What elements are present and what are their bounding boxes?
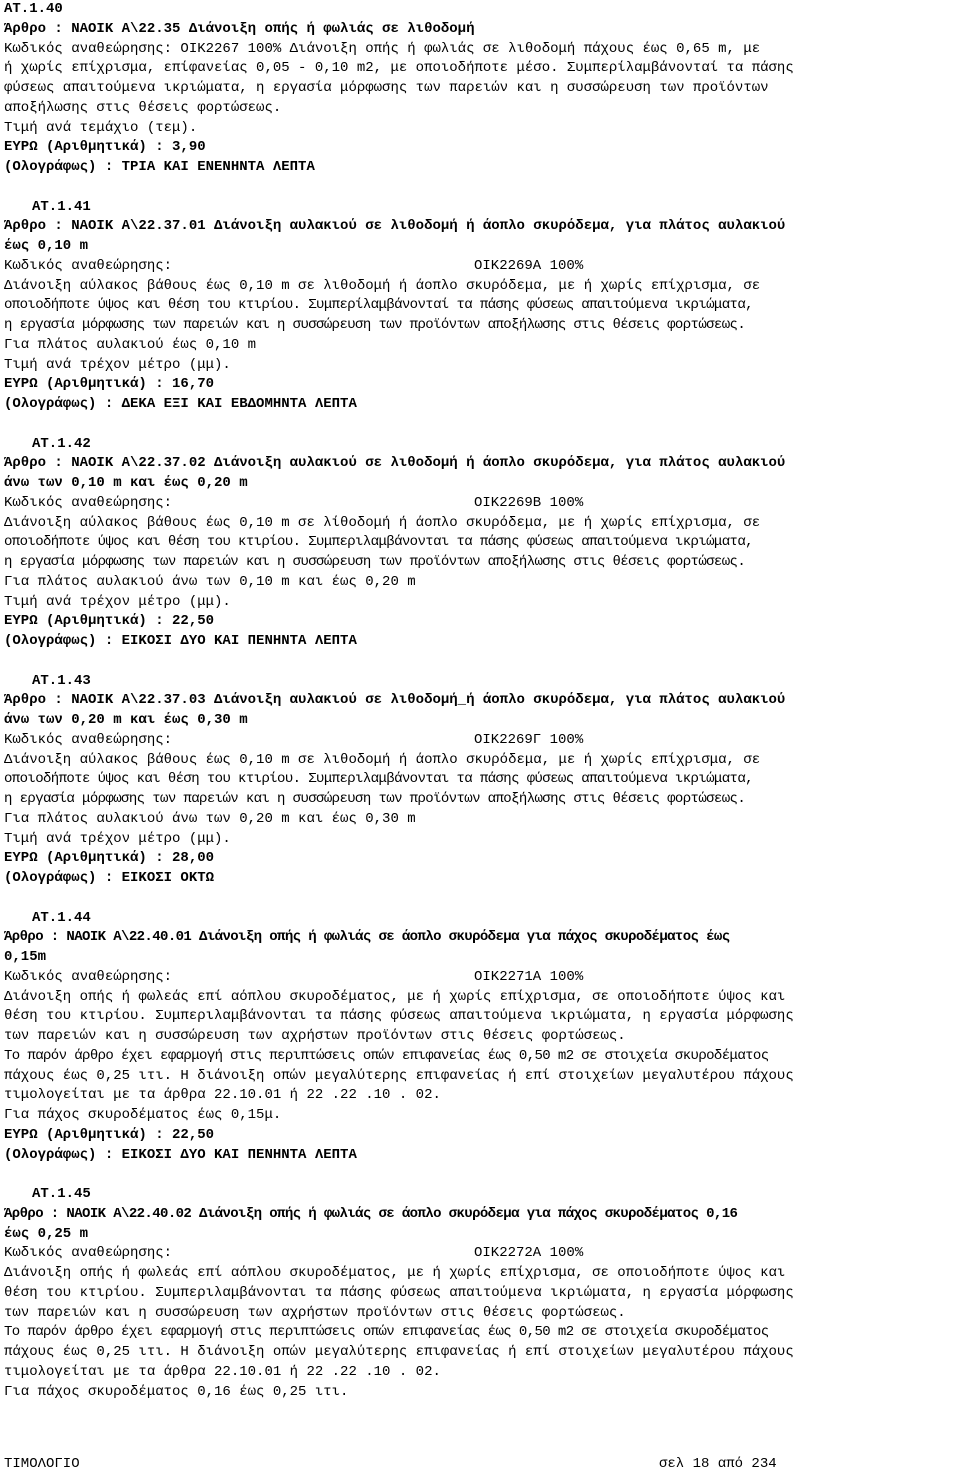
article-desc-line: Κωδικός αναθεώρησης: ΟΙΚ2267 100% Διάνοιξη οπής ή φωλιάς σε λιθοδομή πάχους έως 0,65 m, με xyxy=(4,40,761,57)
article-at-1-45 xyxy=(4,1185,958,1402)
price-words: (Ολογράφως) : ΕΙΚΟΣΙ ΟΚΤΩ xyxy=(4,870,215,886)
price-numeric: ΕΥΡΩ (Αριθμητικά) : 16,70 xyxy=(4,376,215,393)
revision-code-row xyxy=(4,1244,958,1264)
price-numeric: ΕΥΡΩ (Αριθμητικά) : 3,90 xyxy=(4,139,206,156)
article-desc-line: Διάνοιξη οπής ή φωλεάς επί αόπλου σκυροδέματος, με ή χωρίς επίχρισμα, σε οποιοδήποτε ύψος και xyxy=(4,1265,786,1281)
article-desc-line: Για πάχος σκυροδέματος 0,16 έως 0,25 ιτι. xyxy=(4,1383,349,1400)
article-title: Άρθρο : ΝΑΟΙΚ Α\22.37.01 Διάνοιξη αυλακιού σε λιθοδομή ή άοπλο σκυρόδεμα, για πλάτος αυλακιού xyxy=(4,218,786,235)
article-desc-line: Διάνοιξη αύλακος βάθους έως 0,10 m σε λίθοδομή ή άοπλο σκυρόδεμα, με ή χωρίς επίχρισμα, σε xyxy=(4,514,761,531)
article-desc-line: η εργασία μόρφωσης των παρειών και η συσσώρευση των προϊόντων αποξήλωσης στις θέσεις φορτώσεως. xyxy=(4,317,746,333)
price-words: (Ολογράφως) : ΕΙΚΟΣΙ ΔΥΟ ΚΑΙ ΠΕΝΗΝΤΑ ΛΕΠΤΑ xyxy=(4,633,357,649)
document-page xyxy=(4,0,958,1402)
unit-line: Τιμή ανά τεμάχιο (τεμ). xyxy=(4,119,198,136)
price-numeric: ΕΥΡΩ (Αριθμητικά) : 22,50 xyxy=(4,613,215,630)
article-title-cont: 0,15m xyxy=(4,949,47,965)
article-title: Άρθρο : ΝΑΟΙΚ Α\22.37.02 Διάνοιξη αυλακιού σε λιθοδομή ή άοπλο σκυρόδεμα, για πλάτος αυλακιού xyxy=(4,455,786,472)
revision-code-value: ΟΙΚ2269Β 100% xyxy=(474,494,584,511)
article-id: AT.1.43 xyxy=(32,672,91,689)
article-desc-line: αποξήλωσης στις θέσεις φορτώσεως. xyxy=(4,99,282,116)
unit-line: Για πάχος σκυροδέματος έως 0,15μ. xyxy=(4,1107,282,1123)
article-at-1-41 xyxy=(4,198,958,415)
page-number: σελ 18 από 234 xyxy=(659,1456,777,1472)
article-id: AT.1.44 xyxy=(32,909,91,926)
article-desc-line: τιμολογείται με τα άρθρα 22.10.01 ή 22 .22 .10 . 02. xyxy=(4,1363,441,1380)
article-desc-line: Διάνοιξη αύλακος βάθους έως 0,10 m σε λιθοδομή ή άοπλο σκυρόδεμα, με ή χωρίς επίχρισμα, σε xyxy=(4,277,761,294)
price-words: (Ολογράφως) : ΤΡΙΑ ΚΑΙ ΕΝΕΝΗΝΤΑ ΛΕΠΤΑ xyxy=(4,159,315,175)
article-desc-line: των παρειών και η συσσώρευση των αχρήστων προϊόντων στις θέσεις φορτώσεως. xyxy=(4,1304,626,1321)
article-desc-line: θέση του κτιρίου. Συμπεριλαμβάνονται τα πάσης φύσεως απαιτούμενα ικριώματα, η εργασία μόρφωσης xyxy=(4,1008,794,1025)
article-desc-line: φύσεως απαιτούμενα ικριώματα, η εργασία μόρφωσης των παρειών και η συσσώρευση των προϊόντων xyxy=(4,80,769,96)
revision-code-label: Κωδικός αναθεώρησης: xyxy=(4,731,173,748)
article-desc-line: πάχους έως 0,25 ιτι. Η διάνοιξη οπών μεγαλύτερης επιφανείας ή επί στοιχείων μεγαλυτέρου πάχους xyxy=(4,1067,794,1084)
revision-code-label: Κωδικός αναθεώρησης: xyxy=(4,968,173,985)
article-desc-line: Διάνοιξη οπής ή φωλεάς επί αόπλου σκυροδέματος, με ή χωρίς επίχρισμα, σε οποιοδήποτε ύψος και xyxy=(4,988,786,1005)
article-title-cont: άνω των 0,20 m και έως 0,30 m xyxy=(4,712,248,728)
article-title: Άρθρο : ΝΑΟΙΚ Α\22.40.01 Διάνοιξη οπής ή φωλιάς σε άοπλο σκυρόδεμα για πάχος σκυροδέματος έως xyxy=(4,929,730,946)
article-desc-line: Διάνοιξη αύλακος βάθους έως 0,10 m σε λιθοδομή ή άοπλο σκυρόδεμα, με ή χωρίς επίχρισμα, σε xyxy=(4,751,761,768)
article-desc-line: τιμολογείται με τα άρθρα 22.10.01 ή 22 .22 .10 . 02. xyxy=(4,1087,441,1104)
revision-code-value: ΟΙΚ2269Γ 100% xyxy=(474,731,584,748)
revision-code-label: Κωδικός αναθεώρησης: xyxy=(4,494,173,511)
article-id: AT.1.41 xyxy=(32,198,91,215)
price-words: (Ολογράφως) : ΕΙΚΟΣΙ ΔΥΟ ΚΑΙ ΠΕΝΗΝΤΑ ΛΕΠΤΑ xyxy=(4,1146,357,1163)
revision-code-label: Κωδικός αναθεώρησης: xyxy=(4,257,173,274)
revision-code-row xyxy=(4,494,958,514)
article-desc-line: η εργασία μόρφωσης των παρειών και η συσσώρευση των προϊόντων αποξήλωσης στις θέσεις φορτώσεως. xyxy=(4,554,746,570)
article-desc-line: των παρειών και η συσσώρευση των αχρήστων προϊόντων στις θέσεις φορτώσεως. xyxy=(4,1028,626,1044)
article-desc-line: οποιοδήποτε ύψος και θέση του κτιρίου. Συμπερίλαμβάνονταί τα πάσης φύσεως απαιτούμενα ικριώματα, xyxy=(4,297,753,314)
revision-code-value: ΟΙΚ2271Α 100% xyxy=(474,968,584,985)
price-numeric: ΕΥΡΩ (Αριθμητικά) : 22,50 xyxy=(4,1126,215,1143)
article-desc-line: Για πλάτος αυλακιού άνω των 0,20 m και έως 0,30 m xyxy=(4,810,416,827)
article-desc-line: Για πλάτος αυλακιού έως 0,10 m xyxy=(4,336,257,353)
article-desc-line: οποιοδήποτε ύψος και θέση του κτιρίου. Συμπεριλαμβάνονται τα πάσης φύσεως απαιτούμενα ικριώματα, xyxy=(4,534,753,551)
unit-line: Τιμή ανά τρέχον μέτρο (μμ). xyxy=(4,356,231,373)
revision-code-row xyxy=(4,968,958,988)
article-desc-line: Το παρόν άρθρο έχει εφαρμογή στις περιπτώσεις οπών επιφανείας έως 0,50 m2 σε στοιχεία σκυροδέματος xyxy=(4,1047,769,1064)
article-at-1-40 xyxy=(4,0,958,178)
article-desc-line: θέση του κτιρίου. Συμπεριλαμβάνονται τα πάσης φύσεως απαιτούμενα ικριώματα, η εργασία μόρφωσης xyxy=(4,1284,794,1301)
price-numeric: ΕΥΡΩ (Αριθμητικά) : 28,00 xyxy=(4,850,215,867)
page-footer xyxy=(4,1456,804,1476)
article-id: AT.1.40 xyxy=(4,1,63,17)
article-desc-line: Το παρόν άρθρο έχει εφαρμογή στις περιπτώσεις οπών επιφανείας έως 0,50 m2 σε στοιχεία σκυροδέματος xyxy=(4,1324,769,1341)
article-at-1-44 xyxy=(4,909,958,1166)
article-desc-line: η εργασία μόρφωσης των παρειών και η συσσώρευση των προϊόντων αποξήλωσης στις θέσεις φορτώσεως. xyxy=(4,791,746,807)
article-id: AT.1.45 xyxy=(32,1186,91,1202)
unit-line: Τιμή ανά τρέχον μέτρο (μμ). xyxy=(4,593,231,610)
article-id: AT.1.42 xyxy=(32,435,91,452)
article-title-cont: έως 0,10 m xyxy=(4,238,89,254)
article-at-1-43 xyxy=(4,672,958,889)
article-desc-line: Για πλάτος αυλακιού άνω των 0,10 m και έως 0,20 m xyxy=(4,573,416,590)
revision-code-label: Κωδικός αναθεώρησης: xyxy=(4,1245,173,1262)
revision-code-row xyxy=(4,731,958,751)
revision-code-value: ΟΙΚ2269Α 100% xyxy=(474,257,584,274)
article-at-1-42 xyxy=(4,435,958,652)
article-title-cont: έως 0,25 m xyxy=(4,1225,89,1242)
article-title: Άρθρο : ΝΑΟΙΚ Α\22.40.02 Διάνοιξη οπής ή φωλιάς σε άοπλο σκυρόδεμα για πάχος σκυροδέματος 0,16 xyxy=(4,1205,738,1222)
price-words: (Ολογράφως) : ΔΕΚΑ ΕΞΙ ΚΑΙ ΕΒΔΟΜΗΝΤΑ ΛΕΠΤΑ xyxy=(4,396,357,412)
revision-code-value: ΟΙΚ2272Α 100% xyxy=(474,1245,584,1262)
article-title-cont: άνω των 0,10 m και έως 0,20 m xyxy=(4,475,248,491)
article-desc-line: οποιοδήποτε ύψος και θέση του κτιρίου. Συμπεριλαμβάνονται τα πάσης φύσεως απαιτούμενα ικριώματα, xyxy=(4,771,753,788)
revision-code-row xyxy=(4,257,958,277)
article-desc-line: πάχους έως 0,25 ιτι. Η διάνοιξη οπών μεγαλύτερης επιφανείας ή επί στοιχείων μεγαλυτέρου πάχους xyxy=(4,1344,794,1360)
article-desc-line: ή χωρίς επίχρισμα, επίφανείας 0,05 - 0,10 m2, με οποιοδήποτε μέσο. Συμπερίλαμβάνονταί τα πάσης xyxy=(4,60,794,77)
footer-title: ΤΙΜΟΛΟΓΙΟ xyxy=(4,1456,80,1472)
article-title: Άρθρο : ΝΑΟΙΚ Α\22.37.03 Διάνοιξη αυλακιού σε λιθοδομή_ή άοπλο σκυρόδεμα, για πλάτος αυλακιού xyxy=(4,692,786,709)
article-title: Άρθρο : ΝΑΟΙΚ Α\22.35 Διάνοιξη οπής ή φωλιάς σε λιθοδομή xyxy=(4,20,475,37)
unit-line: Τιμή ανά τρέχον μέτρο (μμ). xyxy=(4,830,231,847)
